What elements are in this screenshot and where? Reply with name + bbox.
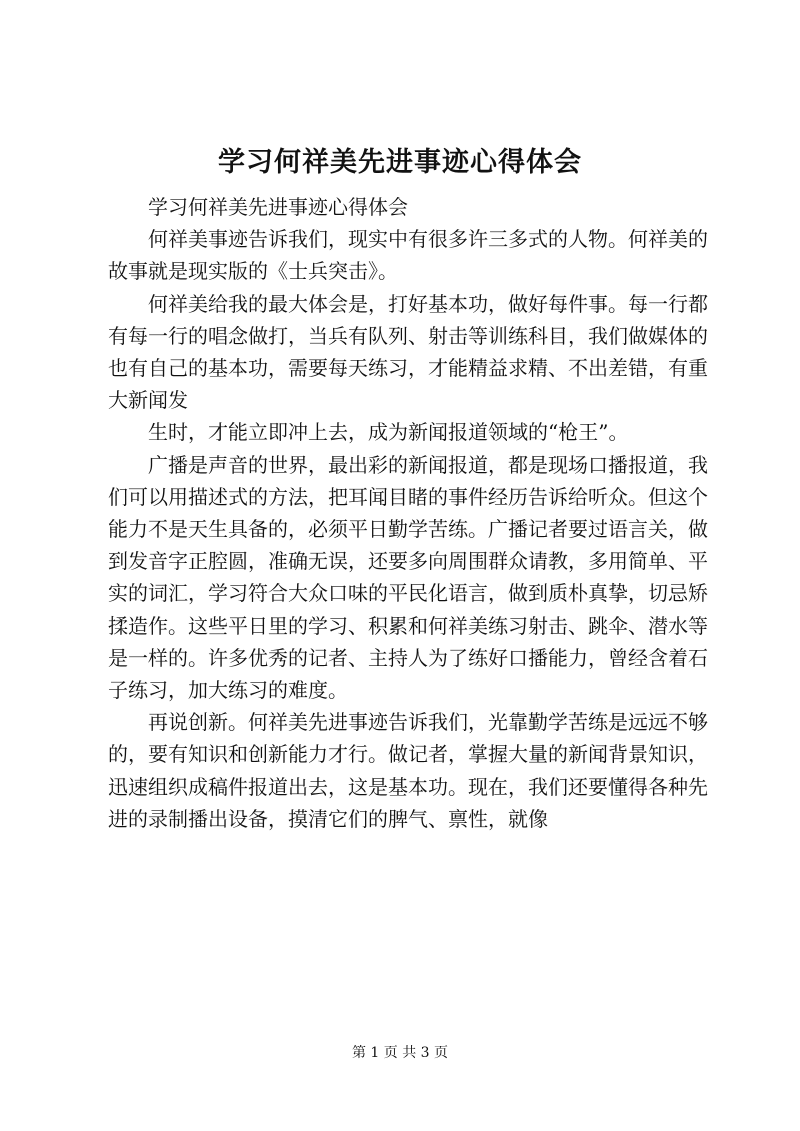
- page-footer: 第 1 页 共 3 页: [351, 1045, 449, 1061]
- document-body: [108, 191, 708, 835]
- paragraph: 何祥美事迹告诉我们，现实中有很多许三多式的人物。何祥美的故事就是现实版的《士兵突击》。: [108, 227, 708, 284]
- paragraph-subtitle: 学习何祥美先进事迹心得体会: [148, 195, 408, 219]
- paragraph: 生时，才能立即冲上去，成为新闻报道领域的“枪王”。: [148, 420, 629, 445]
- paragraph: 广播是声音的世界，最出彩的新闻报道，都是现场口播报道，我们可以用描述式的方法，把耳闻目睹的事件经历告诉给听众。但这个能力不是天生具备的，必须平日勤学苦练。广播记者要过语言关，做到发音字正腔圆，准确无误，还要多向周围群众请教，多用简单、平实的词汇，学习符合大众口味的平民化语言，做到质朴真挚，切忌矫揉造作。这些平日里的学习、积累和何祥美练习射击、跳伞、潜水等是一样的。许多优秀的记者、主持人为了练好口播能力，曾经含着石子练习，加大练习的难度。: [108, 452, 708, 703]
- paragraph: 何祥美给我的最大体会是，打好基本功，做好每件事。每一行都有每一行的唱念做打，当兵有队列、射击等训练科目，我们做媒体的也有自己的基本功，需要每天练习，才能精益求精、不出差错，有重大新闻发: [108, 291, 708, 413]
- page-title: 学习何祥美先进事迹心得体会: [218, 147, 582, 178]
- paragraph: 再说创新。何祥美先进事迹告诉我们，光靠勤学苦练是远远不够的，要有知识和创新能力才行。做记者，掌握大量的新闻背景知识，迅速组织成稿件报道出去，这是基本功。现在，我们还要懂得各种先进的录制播出设备，摸清它们的脾气、禀性，就像: [108, 710, 708, 831]
